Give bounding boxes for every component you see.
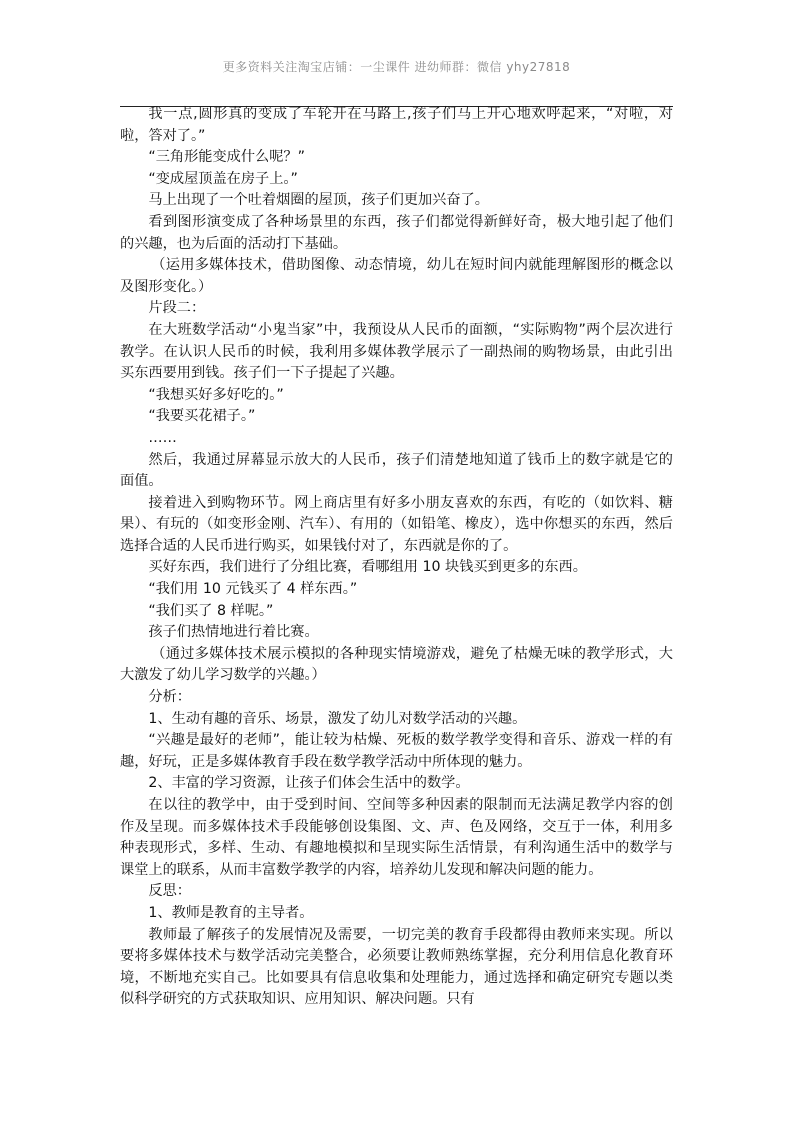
paragraph: “我要买花裙子。” bbox=[148, 408, 256, 425]
section-heading: 片段二： bbox=[148, 300, 206, 317]
page-header-text: 更多资料关注淘宝店铺：一尘课件 进幼师群：微信 yhy27818 bbox=[222, 60, 571, 74]
paragraph: 接着进入到购物环节。网上商店里有好多小朋友喜欢的东西，有吃的（如饮料、糖果）、有玩的（如变形金刚、汽车）、有用的（如铅笔、橡皮），选中你想买的东西，然后选择合适的人民币进行购买，如果钱付对了，东西就是你的了。 bbox=[120, 494, 673, 554]
paragraph: 买好东西，我们进行了分组比赛，看哪组用 10 块钱买到更多的东西。 bbox=[148, 559, 587, 576]
paragraph: 在以往的教学中，由于受到时间、空间等多种因素的限制而无法满足教学内容的创作及呈现。而多媒体技术手段能够创设集图、文、声、色及网络，交互于一体，利用多种表现形式，多样、生动、有趣地模拟和呈现实际生活情景，有利沟通生活中的数学与课堂上的联系，从而丰富数学教学的内容，培养幼儿发现和解决问题的能力。 bbox=[120, 797, 673, 878]
paragraph: 然后，我通过屏幕显示放大的人民币，孩子们清楚地知道了钱币上的数字就是它的面值。 bbox=[120, 451, 673, 490]
paragraph: 在大班数学活动“小鬼当家”中，我预设从人民币的面额，“实际购物”两个层次进行教学。在认识人民币的时候，我利用多媒体教学展示了一副热闹的购物场景，由此引出买东西要用到钱。孩子们一下子提起了兴趣。 bbox=[120, 321, 673, 382]
section-heading: 分析： bbox=[148, 689, 191, 706]
paragraph: 马上出现了一个吐着烟圈的屋顶，孩子们更加兴奋了。 bbox=[148, 192, 489, 209]
paragraph: “三角形能变成什么呢？” bbox=[148, 149, 305, 166]
paragraph: …… bbox=[148, 429, 177, 446]
paragraph: 2、丰富的学习资源，让孩子们体会生活中的数学。 bbox=[148, 775, 470, 792]
section-heading: 反思： bbox=[148, 883, 191, 900]
paragraph: 我一点,圆形真的变成了车轮开在马路上,孩子们马上开心地欢呼起来，“对啦，对啦，答对了。” bbox=[120, 106, 673, 144]
paragraph: （运用多媒体技术，借助图像、动态情境，幼儿在短时间内就能理解图形的概念以及图形变化。） bbox=[120, 257, 673, 295]
document-body bbox=[120, 104, 673, 1011]
paragraph: 教师最了解孩子的发展情况及需要，一切完美的教育手段都得由教师来实现。所以要将多媒体技术与数学活动完美整合，必须要让教师熟练掌握，充分利用信息化教育环境，不断地充实自己。比如要具有信息收集和处理能力，通过选择和确定研究专题以类似科学研究的方式获取知识、应用知识、解决问题。只有 bbox=[120, 926, 673, 1008]
paragraph: 1、教师是教育的主导者。 bbox=[148, 904, 314, 921]
paragraph: （通过多媒体技术展示模拟的各种现实情境游戏，避免了枯燥无味的教学形式，大大激发了幼儿学习数学的兴趣。） bbox=[120, 645, 673, 684]
paragraph: 1、生动有趣的音乐、场景，激发了幼儿对数学活动的兴趣。 bbox=[148, 710, 527, 727]
paragraph: “我想买好多好吃的。” bbox=[148, 386, 284, 403]
paragraph: 看到图形演变成了各种场景里的东西，孩子们都觉得新鲜好奇，极大地引起了他们的兴趣，也为后面的活动打下基础。 bbox=[120, 213, 673, 252]
paragraph: “我们买了 8 样呢。” bbox=[148, 602, 274, 619]
paragraph: 孩子们热情地进行着比赛。 bbox=[148, 624, 319, 641]
paragraph: “兴趣是最好的老师”，能让较为枯燥、死板的数学教学变得和音乐、游戏一样的有趣，好玩，正是多媒体教育手段在数学教学活动中所体现的魅力。 bbox=[120, 732, 673, 770]
paragraph: “变成屋顶盖在房子上。” bbox=[148, 170, 298, 187]
paragraph: “我们用 10 元钱买了 4 样东西。” bbox=[148, 581, 358, 598]
